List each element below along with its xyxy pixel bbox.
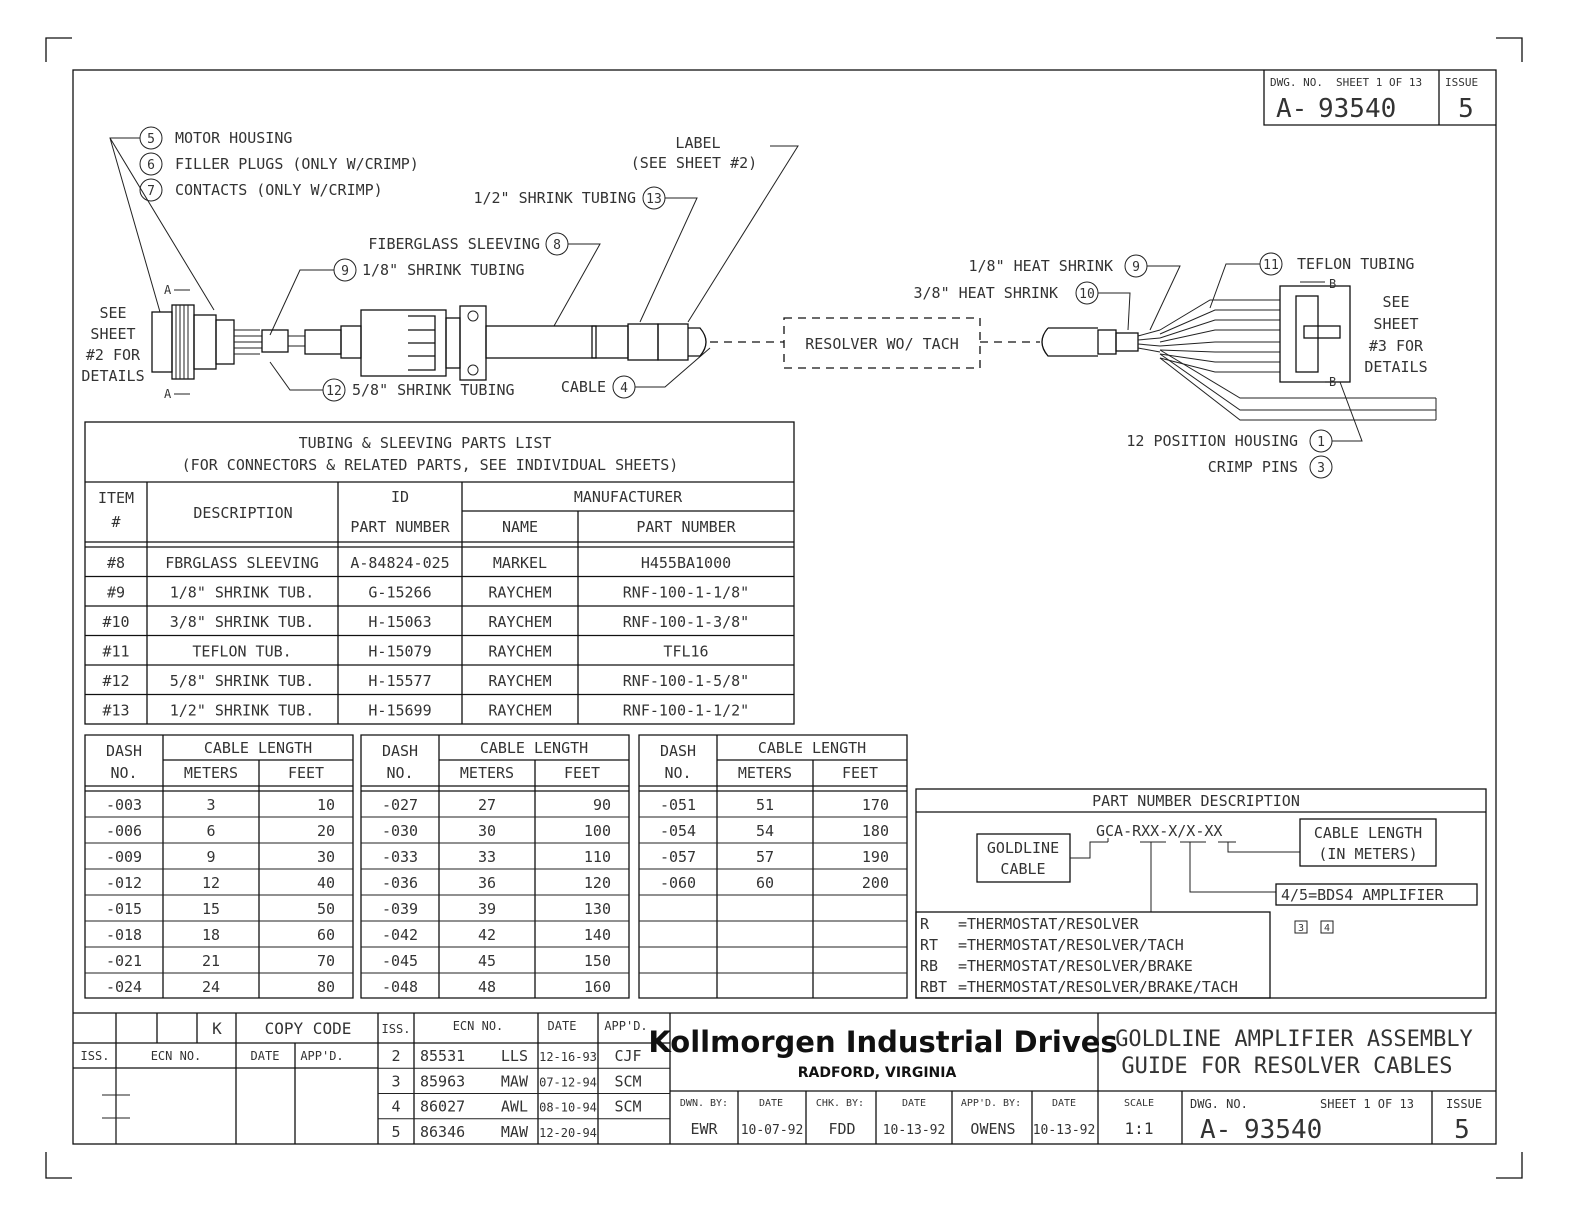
parts-cell: #11: [102, 642, 130, 661]
drawing-text: 1:1: [1124, 1119, 1154, 1138]
rev-initials: MAW: [500, 1122, 528, 1141]
meters-header: METERS: [737, 764, 793, 782]
drawing-text: GOLDLINE AMPLIFIER ASSEMBLY: [1115, 1027, 1473, 1052]
drawing-text: GCA-RXX-X/X-XX: [1096, 822, 1223, 840]
right-cable-end: [1042, 277, 1436, 420]
drawing-text: 11: [1263, 258, 1279, 273]
meters-value: 9: [206, 848, 216, 866]
cable-length-tables: [85, 735, 907, 998]
meters-value: 57: [755, 848, 775, 866]
drawing-text: 93540: [1244, 1115, 1323, 1145]
parts-cell: RNF-100-1-3/8": [622, 613, 750, 631]
meters-value: 42: [477, 926, 497, 944]
rev-ecn: 86346: [420, 1122, 466, 1141]
drawing-text: ISS.: [381, 1022, 411, 1036]
meters-value: 36: [477, 874, 497, 892]
drawing-text: FILLER PLUGS (ONLY W/CRIMP): [175, 155, 419, 173]
drawing-text: 5: [1458, 94, 1474, 124]
rev-ecn: 86027: [420, 1097, 466, 1116]
meters-value: 27: [477, 796, 497, 814]
drawing-text: DATE: [547, 1019, 577, 1033]
meters-value: 3: [206, 796, 216, 814]
parts-cell: H-15577: [368, 672, 432, 690]
drawing-text: 12 POSITION HOUSING: [1126, 432, 1298, 450]
drawing-text: FDD: [828, 1120, 856, 1138]
parts-cell: #10: [102, 613, 130, 631]
option-desc: =THERMOSTAT/RESOLVER/TACH: [958, 936, 1184, 954]
drawing-text: COPY CODE: [264, 1019, 352, 1038]
parts-cell: RNF-100-1-5/8": [622, 672, 750, 690]
drawing-text: NAME: [501, 518, 539, 536]
rev-issue: 2: [391, 1047, 401, 1065]
rev-approver: CJF: [614, 1047, 642, 1065]
see-sheet-2-note: [81, 283, 190, 401]
dash-number: -027: [381, 796, 419, 814]
meters-value: 48: [477, 978, 497, 996]
parts-cell: RAYCHEM: [488, 701, 552, 720]
parts-cell: RAYCHEM: [488, 642, 552, 661]
drawing-text: RESOLVER WO/ TACH: [805, 335, 959, 353]
rev-issue: 5: [391, 1122, 401, 1141]
drawing-text: 5: [1454, 1115, 1470, 1145]
drawing-text: 3: [1297, 923, 1305, 934]
drawing-text: #: [111, 513, 121, 531]
drawing-text: 5/8" SHRINK TUBING: [352, 381, 515, 399]
drawing-text: 4/5=BDS4 AMPLIFIER: [1281, 886, 1444, 904]
drawing-text: ITEM: [97, 489, 135, 507]
drawing-text: DETAILS: [1364, 358, 1428, 376]
drawing-text: APP'D.: [604, 1019, 648, 1033]
parts-cell: RAYCHEM: [488, 613, 552, 631]
dash-number: -039: [381, 900, 419, 918]
dash-number: -060: [659, 874, 697, 892]
feet-value: 160: [583, 978, 611, 996]
drawing-text: 10-13-92: [1032, 1123, 1096, 1138]
drawing-text: OWENS: [970, 1120, 1016, 1138]
meters-value: 30: [477, 822, 497, 840]
parts-cell: RAYCHEM: [488, 672, 552, 690]
parts-cell: H-15079: [368, 642, 432, 661]
feet-value: 140: [583, 926, 611, 944]
drawing-text: ID: [390, 488, 410, 506]
option-desc: =THERMOSTAT/RESOLVER/BRAKE: [958, 957, 1193, 975]
meters-value: 54: [755, 822, 775, 840]
feet-value: 150: [583, 952, 611, 970]
dash-number: -036: [381, 874, 419, 892]
drawing-text: FIBERGLASS SLEEVING: [368, 235, 540, 253]
drawing-text: 10-13-92: [882, 1123, 946, 1138]
drawing-text: EWR: [690, 1120, 718, 1138]
parts-cell: #8: [106, 554, 126, 572]
right-callouts: [914, 253, 1415, 478]
drawing-text: (FOR CONNECTORS & RELATED PARTS, SEE INDIVIDUAL SHEETS): [181, 456, 679, 474]
feet-value: 120: [583, 874, 611, 892]
drawing-text: ISS.: [80, 1049, 110, 1063]
parts-cell: 5/8" SHRINK TUB.: [169, 672, 315, 690]
drawing-text: MOTOR HOUSING: [175, 129, 293, 147]
rev-date: 08-10-94: [539, 1100, 597, 1115]
rev-approver: SCM: [614, 1072, 642, 1091]
feet-header: FEET: [563, 764, 601, 782]
drawing-text: DATE: [758, 1098, 784, 1109]
drawing-text: 13: [646, 192, 662, 207]
dash-number: -009: [105, 848, 143, 866]
meters-value: 24: [201, 978, 221, 996]
feet-value: 70: [316, 952, 335, 970]
dash-number: -054: [659, 822, 697, 840]
drawing-text: CHK. BY:: [815, 1098, 865, 1109]
drawing-text: DETAILS: [81, 367, 145, 385]
company-title-block: [648, 1013, 1496, 1145]
feet-header: FEET: [841, 764, 879, 782]
dash-number: -006: [105, 822, 143, 840]
drawing-text: A: [164, 283, 172, 297]
drawing-text: (SEE SHEET #2): [630, 154, 758, 172]
parts-list-table: [85, 422, 794, 724]
dash-number: -015: [105, 900, 143, 918]
no-header: NO.: [110, 764, 138, 782]
drawing-text: TEFLON TUBING: [1297, 255, 1415, 273]
option-code: RB: [920, 957, 939, 975]
drawing-text: (IN METERS): [1318, 845, 1418, 863]
drawing-text: 7: [147, 184, 155, 199]
drawing-text: 1/2" SHRINK TUBING: [473, 189, 636, 207]
drawing-text: MANUFACTURER: [573, 488, 683, 506]
drawing-text: SCALE: [1123, 1098, 1155, 1109]
option-desc: =THERMOSTAT/RESOLVER: [958, 915, 1139, 933]
no-header: NO.: [386, 764, 414, 782]
drawing-text: K: [212, 1019, 222, 1038]
dash-number: -033: [381, 848, 419, 866]
drawing-text: CABLE LENGTH: [1313, 824, 1423, 842]
drawing-text: ISSUE: [1445, 76, 1479, 89]
dash-header: DASH: [381, 742, 419, 760]
feet-value: 10: [316, 796, 335, 814]
rev-ecn: 85531: [420, 1047, 466, 1065]
rev-approver: SCM: [614, 1097, 642, 1116]
drawing-text: DATE: [1051, 1098, 1077, 1109]
drawing-text: 9: [1132, 260, 1140, 275]
sheet-border: [73, 70, 1496, 1144]
cable-length-header: CABLE LENGTH: [203, 739, 313, 757]
dash-number: -003: [105, 796, 143, 814]
rev-initials: MAW: [500, 1072, 528, 1091]
no-header: NO.: [664, 764, 692, 782]
drawing-text: CABLE: [560, 378, 606, 396]
parts-cell: RNF-100-1-1/2": [622, 701, 750, 720]
feet-value: 130: [583, 900, 611, 918]
resolver-box: [784, 318, 1040, 368]
meters-header: METERS: [183, 764, 239, 782]
rev-issue: 3: [391, 1072, 401, 1091]
drawing-text: SHEET: [90, 325, 136, 343]
parts-cell: TEFLON TUB.: [192, 642, 292, 661]
parts-cell: RAYCHEM: [488, 583, 552, 602]
drawing-text: CABLE: [1000, 860, 1046, 878]
drawing-text: ECN NO.: [150, 1049, 202, 1063]
drawing-text: 4: [620, 381, 628, 396]
parts-cell: 1/2" SHRINK TUB.: [169, 701, 315, 720]
drawing-text: B: [1329, 277, 1337, 291]
drawing-text: #3 FOR: [1368, 337, 1424, 355]
feet-value: 40: [316, 874, 335, 892]
option-code: RT: [920, 936, 939, 954]
meters-value: 15: [201, 900, 221, 918]
cable-length-header: CABLE LENGTH: [757, 739, 867, 757]
drawing-text: PART NUMBER: [350, 518, 450, 536]
parts-cell: #9: [106, 583, 126, 602]
drawing-text: 12: [326, 384, 342, 399]
feet-value: 100: [583, 822, 611, 840]
crop-marks: [46, 38, 1522, 1178]
parts-cell: H455BA1000: [640, 554, 732, 572]
drawing-text: SEE: [99, 304, 127, 322]
option-desc: =THERMOSTAT/RESOLVER/BRAKE/TACH: [958, 978, 1238, 996]
drawing-text: SHEET: [1373, 315, 1419, 333]
drawing-text: 9: [341, 264, 349, 279]
parts-cell: #13: [102, 701, 130, 720]
dash-number: -030: [381, 822, 419, 840]
meters-value: 21: [201, 952, 221, 970]
drawing-text: APP'D.: [300, 1049, 344, 1063]
feet-value: 190: [861, 848, 889, 866]
drawing-text: Kollmorgen Industrial Drives: [648, 1025, 1118, 1059]
feet-value: 80: [316, 978, 335, 996]
meters-value: 39: [477, 900, 497, 918]
cable-length-header: CABLE LENGTH: [479, 739, 589, 757]
dash-number: -057: [659, 848, 697, 866]
parts-cell: H-15063: [368, 613, 432, 631]
drawing-text: APP'D. BY:: [960, 1098, 1022, 1109]
feet-value: 30: [316, 848, 335, 866]
part-number-description: [916, 789, 1486, 998]
drawing-text: RADFORD, VIRGINIA: [797, 1065, 957, 1081]
dash-number: -021: [105, 952, 143, 970]
feet-value: 20: [316, 822, 335, 840]
drawing-text: CRIMP PINS: [1207, 458, 1298, 476]
drawing-text: DATE: [901, 1098, 927, 1109]
parts-cell: #12: [102, 672, 130, 690]
meters-value: 12: [201, 874, 221, 892]
meters-value: 60: [755, 874, 775, 892]
drawing-text: A-: [1276, 94, 1308, 124]
drawing-text: LABEL: [675, 134, 721, 152]
drawing-text: 5: [147, 132, 155, 147]
parts-cell: TFL16: [663, 642, 709, 661]
drawing-text: CONTACTS (ONLY W/CRIMP): [175, 181, 383, 199]
dash-number: -051: [659, 796, 697, 814]
dash-header: DASH: [105, 742, 143, 760]
drawing-text: A: [164, 387, 172, 401]
meters-value: 51: [755, 796, 775, 814]
parts-cell: H-15699: [368, 701, 432, 720]
drawing-text: PART NUMBER DESCRIPTION: [1092, 792, 1300, 810]
parts-cell: RNF-100-1-1/8": [622, 583, 750, 602]
drawing-text: GOLDLINE: [986, 839, 1060, 857]
drawing-text: 10-07-92: [740, 1123, 804, 1138]
drawing-text: A-: [1200, 1115, 1232, 1145]
dash-number: -024: [105, 978, 143, 996]
parts-cell: 1/8" SHRINK TUB.: [169, 583, 315, 602]
rev-date: 12-16-93: [539, 1050, 597, 1064]
drawing-text: DWN. BY:: [679, 1098, 729, 1109]
feet-header: FEET: [287, 764, 325, 782]
feet-value: 180: [861, 822, 889, 840]
dash-number: -048: [381, 978, 419, 996]
drawing-text: ISSUE: [1445, 1097, 1483, 1111]
feet-value: 200: [861, 874, 889, 892]
meters-header: METERS: [459, 764, 515, 782]
dash-number: -012: [105, 874, 143, 892]
meters-value: 33: [477, 848, 497, 866]
drawing-text: PART NUMBER: [636, 518, 736, 536]
connector-cable-drawing: [152, 305, 784, 380]
drawing-text: 3: [1317, 461, 1325, 476]
drawing-text: 1: [1317, 435, 1325, 450]
feet-value: 90: [592, 796, 611, 814]
drawing-text: 10: [1079, 287, 1095, 302]
feet-value: 110: [583, 848, 611, 866]
drawing-text: DESCRIPTION: [193, 504, 293, 522]
drawing-text: TUBING & SLEEVING PARTS LIST: [298, 434, 552, 452]
drawing-text: SHEET 1 OF 13: [1320, 1097, 1414, 1111]
parts-cell: FBRGLASS SLEEVING: [165, 554, 319, 572]
drawing-text: DATE: [250, 1049, 280, 1063]
drawing-text: #2 FOR: [85, 346, 141, 364]
parts-cell: A-84824-025: [350, 554, 450, 572]
feet-value: 170: [861, 796, 889, 814]
feet-value: 50: [316, 900, 335, 918]
feet-value: 60: [316, 926, 335, 944]
dash-number: -018: [105, 926, 143, 944]
meters-value: 6: [206, 822, 216, 840]
top-title-block: [1264, 70, 1496, 125]
left-callouts: [110, 127, 419, 312]
drawing-text: GUIDE FOR RESOLVER CABLES: [1121, 1054, 1453, 1079]
dash-number: -045: [381, 952, 419, 970]
drawing-text: 6: [147, 158, 155, 173]
drawing-text: SHEET 1 OF 13: [1336, 76, 1423, 89]
dash-header: DASH: [659, 742, 697, 760]
drawing-text: ECN NO.: [452, 1019, 504, 1033]
rev-initials: AWL: [500, 1097, 528, 1116]
drawing-text: SEE: [1382, 293, 1410, 311]
drawing-text: DWG. NO.: [1270, 76, 1323, 89]
rev-date: 12-20-94: [539, 1125, 597, 1140]
meters-value: 18: [201, 926, 221, 944]
option-code: R: [920, 915, 930, 933]
parts-cell: MARKEL: [492, 554, 548, 572]
drawing-text: 93540: [1318, 94, 1397, 124]
drawing-text: 4: [1323, 923, 1331, 934]
drawing-text: 1/8" HEAT SHRINK: [968, 257, 1113, 275]
rev-ecn: 85963: [420, 1072, 466, 1091]
option-code: RBT: [920, 978, 948, 996]
rev-initials: LLS: [500, 1047, 528, 1065]
rev-issue: 4: [391, 1097, 401, 1116]
drawing-text: 8: [553, 238, 561, 253]
parts-cell: G-15266: [368, 583, 432, 602]
drawing-text: 3/8" HEAT SHRINK: [913, 284, 1058, 302]
parts-cell: 3/8" SHRINK TUB.: [169, 613, 315, 631]
drawing-text: B: [1329, 375, 1337, 389]
dash-number: -042: [381, 926, 419, 944]
drawing-text: DWG. NO.: [1190, 1097, 1248, 1111]
meters-value: 45: [477, 952, 497, 970]
label-callout: [270, 134, 798, 401]
rev-date: 07-12-94: [539, 1075, 597, 1090]
drawing-text: 1/8" SHRINK TUBING: [362, 261, 525, 279]
